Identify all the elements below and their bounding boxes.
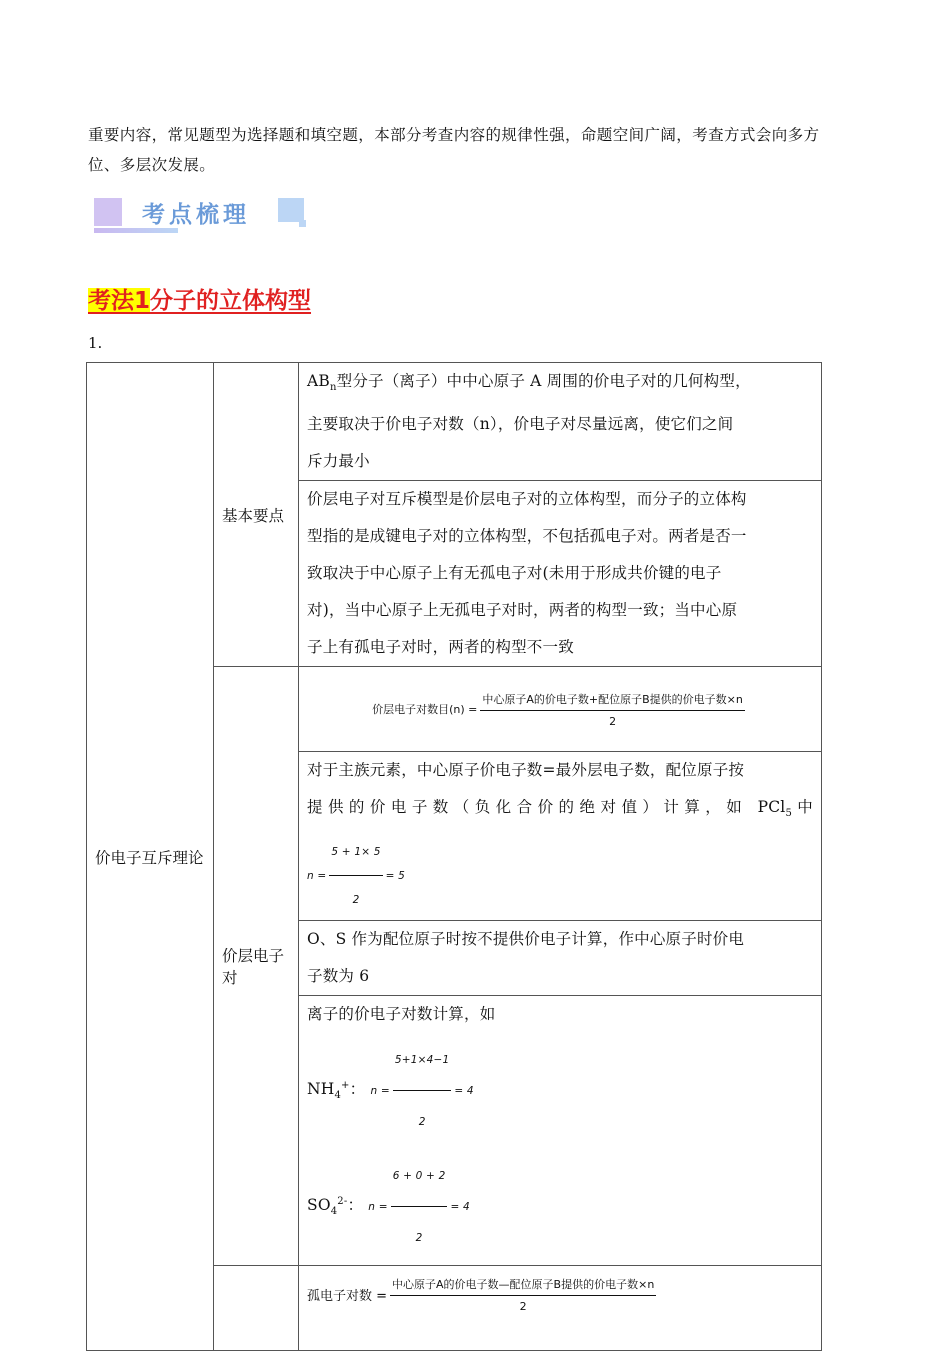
row7-formula-cell [299,1266,822,1351]
row1-cell: $AB_n$型分子（离子）中中心原子 A 周围的价电子对的几何构型， 主要取决于价电子对数（n），价电子对尽量远离，使它们之间 斥力最小 [299,363,822,481]
item-number: 1. [88,334,103,352]
theory-cell: 价电子互斥理论 [87,363,214,1351]
so4-label: $SO_4^{2-}$： [307,1196,364,1218]
intro-line-1: 重要内容，常见题型为选择题和填空题，本部分考查内容的规律性强，命题空间广阔，考查方式会向多方 [88,126,820,144]
table-row [87,363,822,481]
valence-pairs-cell: 价层电子对 [214,667,299,1266]
banner-decoration-left [94,198,122,226]
empty-cell [214,1266,299,1351]
row3-formula-cell [299,667,822,752]
basic-points-cell: 基本要点 [214,363,299,667]
heading-prefix: 考法1 [88,288,151,314]
intro-line-2: 位、多层次发展。 [88,156,216,174]
nh4-label: $NH_4^+$： [307,1080,366,1102]
heading-title: 分子的立体构型 [150,288,312,314]
content-table [86,362,822,1351]
row2-cell: 价层电子对互斥模型是价层电子对的立体构型，而分子的立体构 型指的是成键电子对的立体构型，不包括孤电子对。两者是否一 致取决于中心原子上有无孤电子对(未用于形成共价键的电子 对)，当中心原子上无孤电子对时，两者的构型一致；当中心原 子上有孤电子对时，两者的构型不一致 [299,481,822,667]
intro-paragraph [88,120,868,180]
banner-title: 考点梳理 [142,202,250,228]
section-heading [88,282,311,315]
section-banner [92,192,312,238]
lone-pair-formula: 孤电子对数 = $\frac{\text{中心原子A的价电子数—配位原子B提供的价电子数×n}}{2}$ [307,1278,655,1314]
so4-formula: n = $\frac{6 + 0 + 2}{2}$ = 4 [368,1149,470,1265]
banner-decoration-right [278,198,304,222]
valence-pair-formula: 价层电子对数目(n) = $\frac{\text{中心原子A的价电子数+配位原子B提供的价电子数×n}}{2}$ [372,692,743,728]
banner-decoration-dot [299,220,306,227]
heading-number: 1 [134,288,151,314]
row5-cell: O、S 作为配位原子时按不提供价电子计算，作中心原子时价电 子数为 6 [299,921,822,996]
pcl5-formula: n = $\frac{5 + 1\times 5}{2}$ = 5 [307,832,405,920]
row6-cell: 离子的价电子对数计算，如 $NH_4^+$： n = $\frac{5+1\times 4-1}{2}$ = 4 $SO_4^{2-}$： n = $\frac{6 + 0 + 2}{2}$ = 4 [299,996,822,1266]
row4-cell: 对于主族元素，中心原子价电子数=最外层电子数，配位原子按 提供的价电子数（负化合价的绝对值）计算，如 PCl$_5$中 n = $\frac{5 + 1\times 5}{2}$ = 5 [299,752,822,921]
nh4-formula: n = $\frac{5+1\times 4-1}{2}$ = 4 [370,1033,473,1149]
